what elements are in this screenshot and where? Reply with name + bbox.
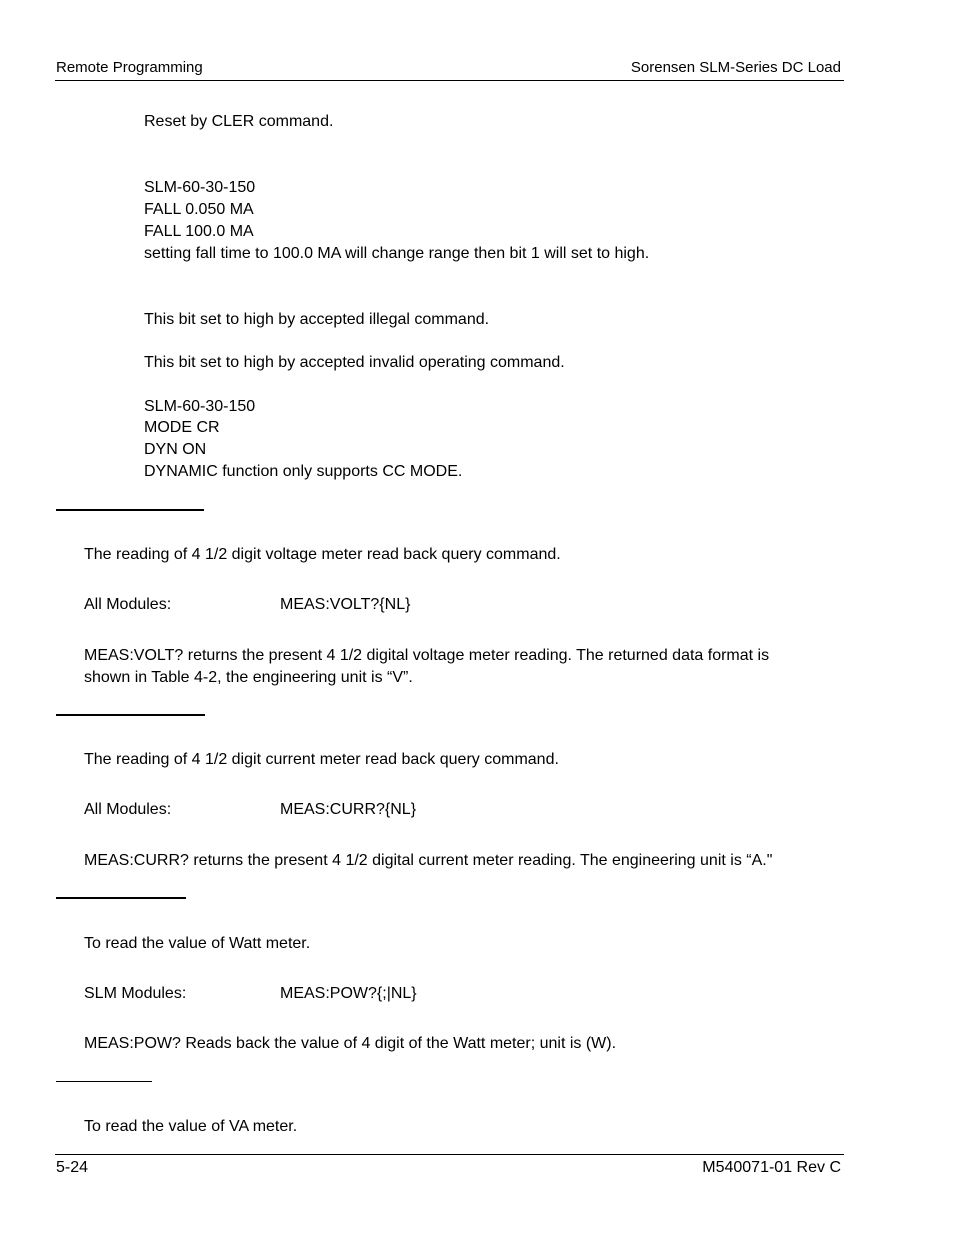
- footer-rule: [55, 1154, 844, 1155]
- meas-volt-description: MEAS:VOLT? returns the present 4 1/2 digital voltage meter reading. The returned data format is: [84, 647, 770, 664]
- meas-pow-syntax: MEAS:POW?{;|NL}: [280, 985, 417, 1002]
- example-line: FALL 0.050 MA: [144, 201, 254, 218]
- section-underline-meas-volt: [56, 509, 204, 511]
- section-underline-meas-curr: [56, 714, 205, 716]
- meas-va-purpose: To read the value of VA meter.: [84, 1118, 298, 1135]
- example-line: SLM-60-30-150: [144, 398, 256, 415]
- meas-volt-syntax-label: All Modules:: [84, 596, 172, 613]
- meas-curr-syntax: MEAS:CURR?{NL}: [280, 801, 417, 818]
- meas-curr-syntax-label: All Modules:: [84, 801, 172, 818]
- header-rule: [55, 80, 844, 81]
- example-note: DYNAMIC function only supports CC MODE.: [144, 463, 463, 480]
- example-note: setting fall time to 100.0 MA will change range then bit 1 will set to high.: [144, 245, 650, 262]
- page-number: 5-24: [56, 1159, 89, 1176]
- illegal-command-text: This bit set to high by accepted illegal command.: [144, 311, 490, 328]
- meas-volt-purpose: The reading of 4 1/2 digit voltage meter read back query command.: [84, 546, 561, 563]
- header-section-title: Remote Programming: [56, 59, 203, 76]
- example-line: DYN ON: [144, 441, 207, 458]
- meas-pow-syntax-label: SLM Modules:: [84, 985, 187, 1002]
- invalid-command-text: This bit set to high by accepted invalid operating command.: [144, 354, 565, 371]
- meas-pow-purpose: To read the value of Watt meter.: [84, 935, 311, 952]
- meas-volt-syntax: MEAS:VOLT?{NL}: [280, 596, 411, 613]
- example-line: FALL 100.0 MA: [144, 223, 254, 240]
- bit-reset-text: Reset by CLER command.: [144, 113, 334, 130]
- section-underline-meas-va: [56, 1081, 152, 1082]
- header-product-title: Sorensen SLM-Series DC Load: [630, 59, 841, 76]
- example-line: MODE CR: [144, 419, 220, 436]
- document-id: M540071-01 Rev C: [702, 1159, 841, 1176]
- meas-pow-description: MEAS:POW? Reads back the value of 4 digit of the Watt meter; unit is (W).: [84, 1035, 617, 1052]
- meas-curr-description: MEAS:CURR? returns the present 4 1/2 digital current meter reading. The engineering unit is “A.": [84, 852, 773, 869]
- section-underline-meas-pow: [56, 897, 186, 899]
- example-line: SLM-60-30-150: [144, 179, 256, 196]
- meas-curr-purpose: The reading of 4 1/2 digit current meter read back query command.: [84, 751, 559, 768]
- meas-volt-description: shown in Table 4-2, the engineering unit is “V”.: [84, 669, 413, 686]
